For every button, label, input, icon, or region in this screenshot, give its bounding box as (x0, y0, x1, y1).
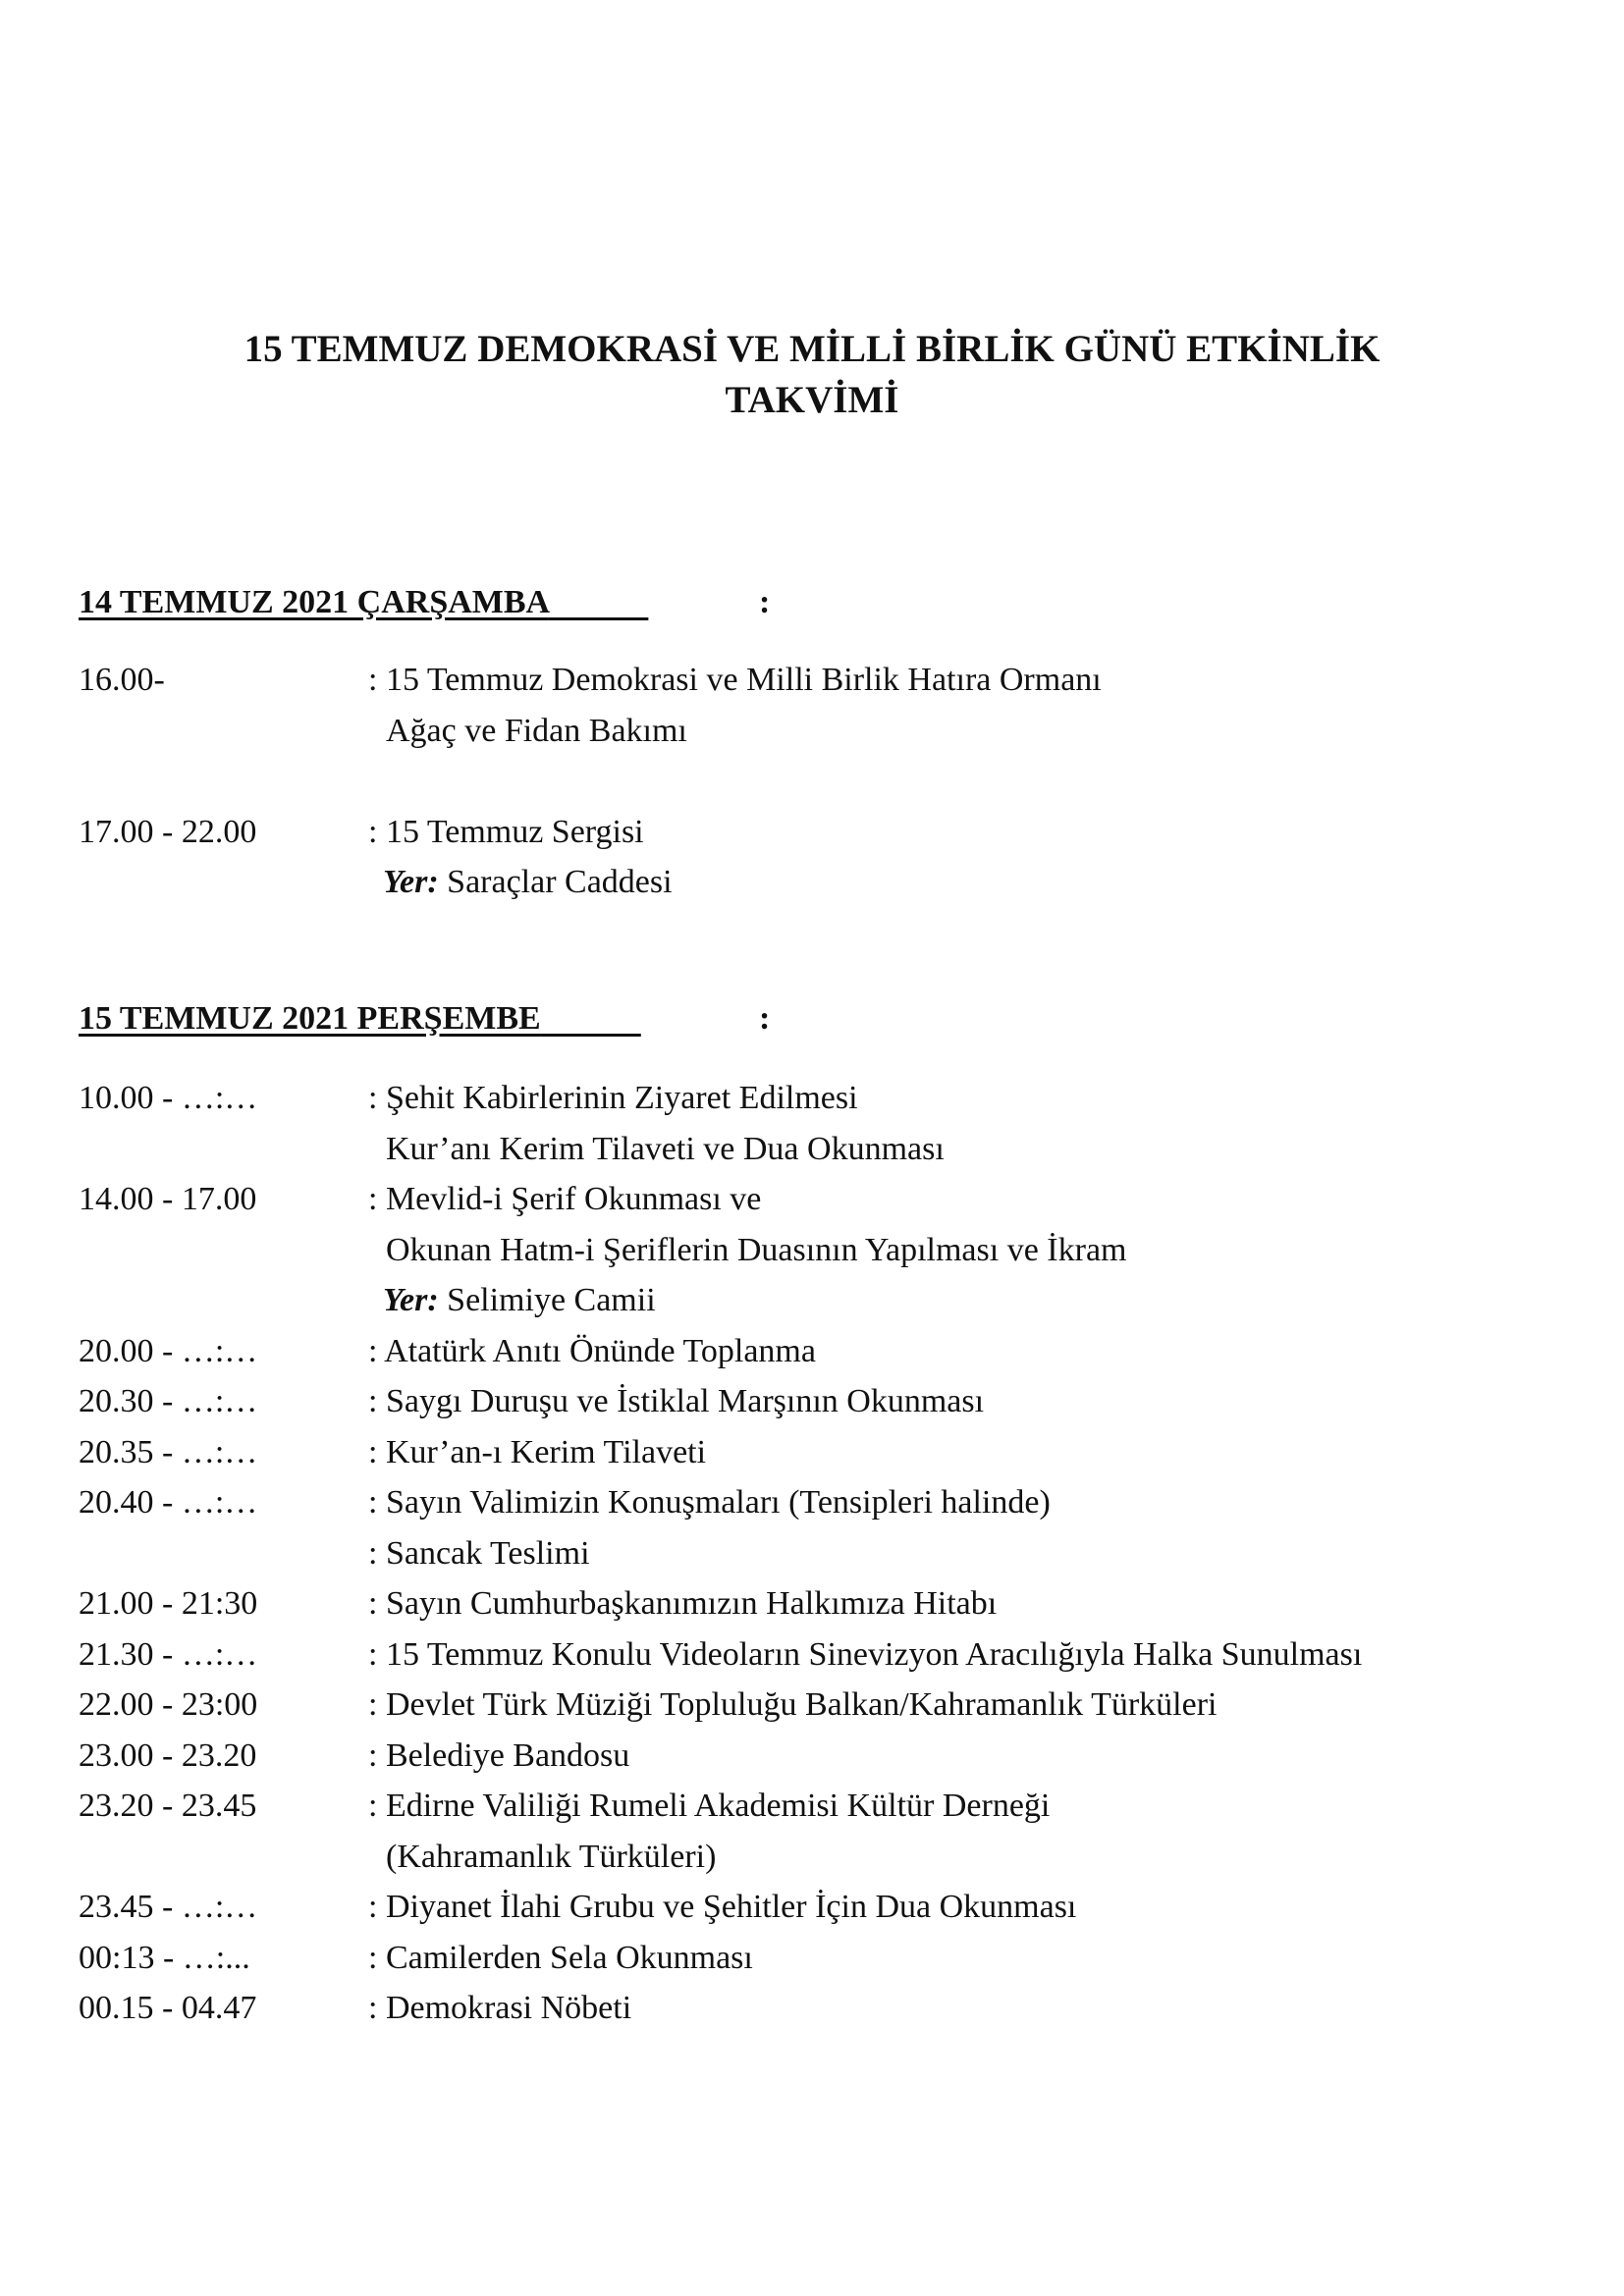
schedule-row (0, 1528, 1624, 1579)
row-text: : Camilerden Sela Okunması (368, 1939, 753, 1976)
row-place (383, 857, 673, 908)
row-time: 20.35 - …:… (79, 1433, 258, 1470)
schedule-row (0, 807, 1624, 858)
schedule-row (0, 1477, 1624, 1528)
row-text: : Sancak Teslimi (368, 1534, 590, 1572)
schedule-row (0, 1376, 1624, 1427)
place-name: Saraçlar Caddesi (438, 864, 673, 900)
schedule-row (0, 1731, 1624, 1782)
row-text: : Demokrasi Nöbeti (368, 1990, 632, 2026)
day1-heading-text: 14 TEMMUZ 2021 ÇARŞAMBA (79, 584, 549, 620)
place-name: Selimiye Camii (438, 1282, 656, 1318)
schedule-row (0, 1933, 1624, 1984)
title-line-1: 15 TEMMUZ DEMOKRASİ VE MİLLİ BİRLİK GÜNÜ ETKİNLİK (244, 328, 1380, 370)
schedule-row (0, 1832, 1624, 1883)
row-time: 23.00 - 23.20 (79, 1736, 257, 1774)
row-text: : Devlet Türk Müziği Topluluğu Balkan/Kahramanlık Türküleri (368, 1686, 1218, 1723)
schedule-row (0, 1578, 1624, 1629)
schedule-row (0, 1275, 1624, 1326)
row-time: 20.00 - …:… (79, 1332, 258, 1369)
row-text: : Edirne Valiliği Rumeli Akademisi Kültür Derneği (368, 1788, 1051, 1824)
schedule-row (0, 706, 1624, 757)
row-text: : Şehit Kabirlerinin Ziyaret Edilmesi (368, 1080, 858, 1116)
row-time: 14.00 - 17.00 (79, 1181, 257, 1217)
row-text: : 15 Temmuz Demokrasi ve Milli Birlik Hatıra Ormanı (368, 662, 1102, 698)
day1-heading-colon: : (759, 584, 771, 620)
row-text: : Atatürk Anıtı Önünde Toplanma (368, 1332, 816, 1369)
row-time: 23.45 - …:… (79, 1889, 258, 1925)
schedule-row (0, 857, 1624, 908)
row-text: Ağaç ve Fidan Bakımı (386, 712, 687, 749)
row-text: : Mevlid-i Şerif Okunması ve (368, 1181, 762, 1217)
schedule-row (0, 1073, 1624, 1124)
row-text: : Kur’an-ı Kerim Tilaveti (368, 1433, 707, 1470)
row-time: 00:13 - …:... (79, 1939, 250, 1976)
day1-schedule (0, 655, 1624, 908)
place-label: Yer: (383, 864, 439, 900)
row-text: Kur’anı Kerim Tilaveti ve Dua Okunması (386, 1130, 945, 1167)
schedule-row (0, 1225, 1624, 1276)
row-time: 10.00 - …:… (79, 1080, 258, 1116)
row-text: : Saygı Duruşu ve İstiklal Marşının Okunması (368, 1383, 985, 1419)
day1-heading (79, 583, 771, 622)
row-time: 20.40 - …:… (79, 1484, 258, 1521)
row-text: : Sayın Cumhurbaşkanımızın Halkımıza Hitabı (368, 1585, 998, 1622)
row-time: 23.20 - 23.45 (79, 1788, 257, 1824)
title-line-2: TAKVİMİ (725, 379, 899, 421)
row-text: : 15 Temmuz Sergisi (368, 813, 644, 850)
row-time: 17.00 - 22.00 (79, 813, 257, 850)
schedule-row (0, 1983, 1624, 2034)
row-text: Okunan Hatm-i Şeriflerin Duasının Yapılması ve İkram (386, 1231, 1127, 1268)
day2-schedule (0, 1073, 1624, 2034)
row-text: : Diyanet İlahi Grubu ve Şehitler İçin Dua Okunması (368, 1889, 1077, 1925)
row-time: 00.15 - 04.47 (79, 1990, 257, 2026)
schedule-row (0, 1427, 1624, 1478)
row-time: 21.00 - 21:30 (79, 1585, 258, 1622)
place-label: Yer: (383, 1282, 439, 1318)
schedule-row-spacer (0, 756, 1624, 807)
schedule-row (0, 1680, 1624, 1731)
row-text: : Belediye Bandosu (368, 1736, 630, 1774)
row-time: 21.30 - …:… (79, 1635, 258, 1673)
schedule-row (0, 1629, 1624, 1681)
day2-heading-colon: : (759, 1000, 771, 1037)
day2-heading (79, 999, 771, 1039)
row-time: 20.30 - …:… (79, 1383, 258, 1419)
document-title (147, 324, 1477, 426)
schedule-row (0, 1326, 1624, 1377)
row-time: 22.00 - 23:00 (79, 1686, 258, 1723)
schedule-row (0, 1124, 1624, 1175)
day2-heading-text: 15 TEMMUZ 2021 PERŞEMBE (79, 1000, 541, 1037)
row-place (383, 1275, 656, 1326)
schedule-row (0, 1781, 1624, 1832)
row-text: (Kahramanlık Türküleri) (386, 1838, 717, 1875)
row-text: : 15 Temmuz Konulu Videoların Sinevizyon Aracılığıyla Halka Sunulması (368, 1635, 1363, 1673)
schedule-row (0, 1174, 1624, 1225)
row-time: 16.00- (79, 662, 165, 698)
schedule-row (0, 655, 1624, 706)
schedule-row (0, 1882, 1624, 1933)
row-text: : Sayın Valimizin Konuşmaları (Tensipleri halinde) (368, 1484, 1051, 1521)
